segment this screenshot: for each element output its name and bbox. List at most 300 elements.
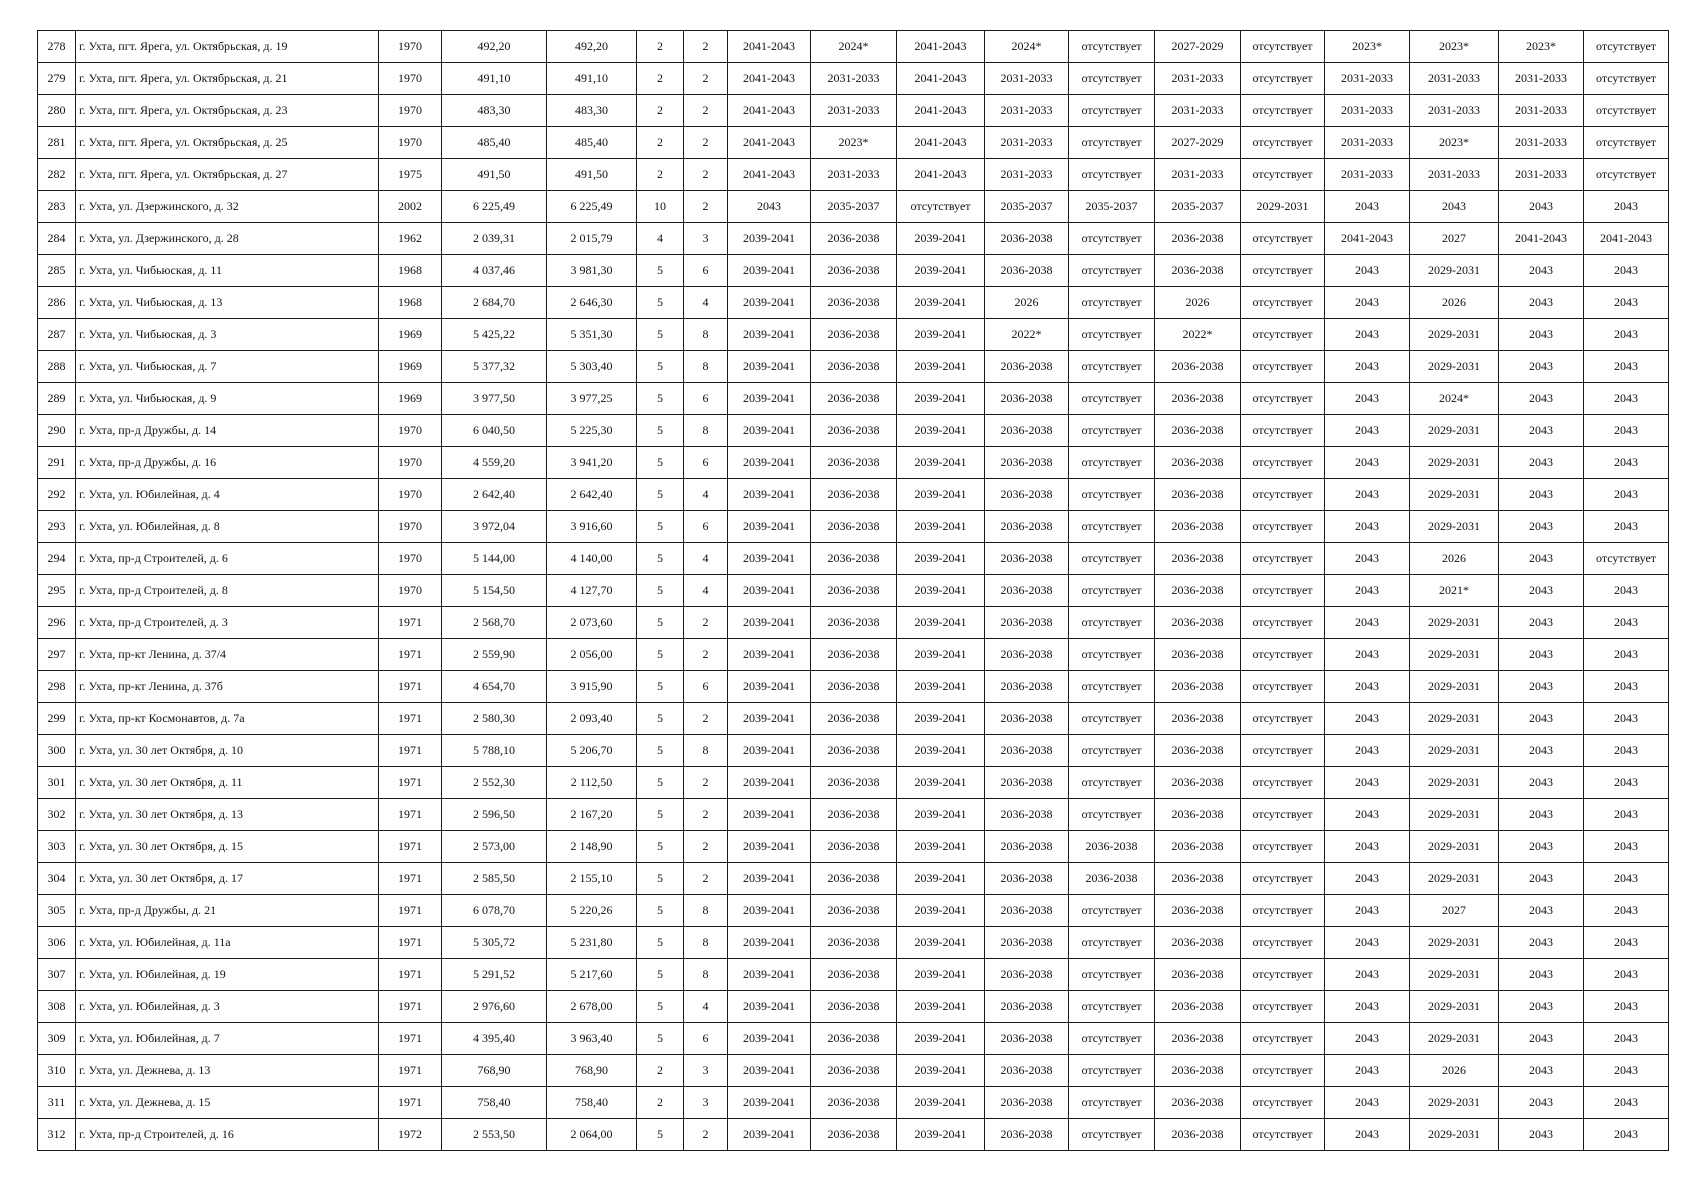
cell-living-area: 5 206,70 <box>547 735 637 767</box>
cell-period-col-11: 2022* <box>985 319 1069 351</box>
cell-period-col-15: 2031-2033 <box>1325 95 1410 127</box>
cell-period-col-16: 2027 <box>1410 223 1499 255</box>
cell-year-built: 1971 <box>379 671 442 703</box>
table-row <box>38 895 1669 927</box>
cell-living-area: 2 642,40 <box>547 479 637 511</box>
cell-period-col-10: 2041-2043 <box>897 127 985 159</box>
cell-period-col-18: 2043 <box>1584 607 1669 639</box>
cell-period-col-18: 2043 <box>1584 767 1669 799</box>
cell-floors: 5 <box>637 415 684 447</box>
cell-period-col-8: 2043 <box>728 191 811 223</box>
cell-period-col-9: 2036-2038 <box>811 703 897 735</box>
cell-total-area: 492,20 <box>442 31 547 63</box>
cell-period-col-13: 2036-2038 <box>1155 639 1241 671</box>
cell-address: г. Ухта, пр-д Дружбы, д. 21 <box>76 895 379 927</box>
cell-year-built: 1971 <box>379 607 442 639</box>
cell-period-col-18: 2043 <box>1584 191 1669 223</box>
cell-period-col-18: 2043 <box>1584 575 1669 607</box>
cell-period-col-12: отсутствует <box>1069 415 1155 447</box>
cell-period-col-8: 2039-2041 <box>728 927 811 959</box>
cell-period-col-14: отсутствует <box>1241 607 1325 639</box>
cell-period-col-11: 2036-2038 <box>985 383 1069 415</box>
cell-period-col-14: отсутствует <box>1241 223 1325 255</box>
cell-period-col-8: 2039-2041 <box>728 991 811 1023</box>
cell-period-col-10: 2039-2041 <box>897 1023 985 1055</box>
cell-period-col-11: 2036-2038 <box>985 1087 1069 1119</box>
cell-period-col-18: 2043 <box>1584 415 1669 447</box>
cell-period-col-15: 2043 <box>1325 927 1410 959</box>
cell-period-col-16: 2029-2031 <box>1410 799 1499 831</box>
cell-period-col-17: 2043 <box>1499 767 1584 799</box>
cell-entrances: 4 <box>684 287 728 319</box>
cell-year-built: 1969 <box>379 351 442 383</box>
cell-period-col-13: 2036-2038 <box>1155 479 1241 511</box>
table-row <box>38 447 1669 479</box>
cell-period-col-15: 2043 <box>1325 415 1410 447</box>
cell-period-col-9: 2036-2038 <box>811 671 897 703</box>
cell-period-col-16: 2026 <box>1410 1055 1499 1087</box>
cell-living-area: 483,30 <box>547 95 637 127</box>
cell-period-col-13: 2036-2038 <box>1155 223 1241 255</box>
cell-entrances: 6 <box>684 383 728 415</box>
cell-period-col-14: отсутствует <box>1241 1087 1325 1119</box>
cell-period-col-10: 2039-2041 <box>897 991 985 1023</box>
cell-period-col-12: отсутствует <box>1069 287 1155 319</box>
cell-period-col-17: 2031-2033 <box>1499 159 1584 191</box>
cell-row-number: 293 <box>38 511 76 543</box>
cell-living-area: 491,50 <box>547 159 637 191</box>
cell-floors: 2 <box>637 127 684 159</box>
cell-period-col-18: 2043 <box>1584 735 1669 767</box>
cell-floors: 5 <box>637 799 684 831</box>
table-row <box>38 1087 1669 1119</box>
cell-address: г. Ухта, пр-д Строителей, д. 8 <box>76 575 379 607</box>
cell-period-col-15: 2043 <box>1325 255 1410 287</box>
cell-year-built: 1970 <box>379 127 442 159</box>
cell-period-col-8: 2039-2041 <box>728 895 811 927</box>
table-row <box>38 767 1669 799</box>
cell-period-col-8: 2039-2041 <box>728 479 811 511</box>
cell-period-col-15: 2043 <box>1325 1055 1410 1087</box>
cell-period-col-18: 2043 <box>1584 863 1669 895</box>
cell-period-col-15: 2031-2033 <box>1325 63 1410 95</box>
cell-year-built: 1969 <box>379 383 442 415</box>
cell-period-col-13: 2027-2029 <box>1155 31 1241 63</box>
cell-period-col-17: 2043 <box>1499 703 1584 735</box>
cell-period-col-16: 2029-2031 <box>1410 415 1499 447</box>
cell-period-col-11: 2031-2033 <box>985 95 1069 127</box>
cell-entrances: 2 <box>684 95 728 127</box>
cell-entrances: 2 <box>684 767 728 799</box>
cell-period-col-8: 2039-2041 <box>728 1055 811 1087</box>
cell-row-number: 305 <box>38 895 76 927</box>
cell-period-col-14: отсутствует <box>1241 287 1325 319</box>
cell-period-col-14: отсутствует <box>1241 671 1325 703</box>
cell-entrances: 2 <box>684 191 728 223</box>
cell-floors: 5 <box>637 543 684 575</box>
cell-entrances: 8 <box>684 415 728 447</box>
cell-total-area: 4 395,40 <box>442 1023 547 1055</box>
cell-address: г. Ухта, пр-д Строителей, д. 6 <box>76 543 379 575</box>
cell-period-col-8: 2039-2041 <box>728 287 811 319</box>
cell-period-col-16: 2029-2031 <box>1410 927 1499 959</box>
cell-period-col-13: 2036-2038 <box>1155 959 1241 991</box>
cell-period-col-14: отсутствует <box>1241 415 1325 447</box>
cell-total-area: 485,40 <box>442 127 547 159</box>
cell-period-col-11: 2036-2038 <box>985 543 1069 575</box>
cell-period-col-14: отсутствует <box>1241 895 1325 927</box>
cell-entrances: 8 <box>684 895 728 927</box>
cell-period-col-12: отсутствует <box>1069 607 1155 639</box>
cell-period-col-10: 2039-2041 <box>897 895 985 927</box>
cell-period-col-9: 2036-2038 <box>811 1023 897 1055</box>
cell-period-col-13: 2036-2038 <box>1155 1087 1241 1119</box>
cell-period-col-8: 2039-2041 <box>728 255 811 287</box>
cell-period-col-12: отсутствует <box>1069 1119 1155 1151</box>
cell-period-col-11: 2036-2038 <box>985 863 1069 895</box>
cell-period-col-16: 2031-2033 <box>1410 159 1499 191</box>
cell-row-number: 304 <box>38 863 76 895</box>
cell-entrances: 3 <box>684 223 728 255</box>
cell-period-col-11: 2024* <box>985 31 1069 63</box>
cell-year-built: 1971 <box>379 927 442 959</box>
cell-period-col-9: 2036-2038 <box>811 895 897 927</box>
cell-period-col-12: отсутствует <box>1069 703 1155 735</box>
cell-period-col-9: 2036-2038 <box>811 575 897 607</box>
cell-period-col-17: 2043 <box>1499 543 1584 575</box>
table-row <box>38 959 1669 991</box>
cell-period-col-17: 2041-2043 <box>1499 223 1584 255</box>
cell-total-area: 2 552,30 <box>442 767 547 799</box>
table-row <box>38 1023 1669 1055</box>
cell-living-area: 6 225,49 <box>547 191 637 223</box>
cell-living-area: 2 064,00 <box>547 1119 637 1151</box>
cell-total-area: 2 559,90 <box>442 639 547 671</box>
cell-floors: 5 <box>637 735 684 767</box>
cell-entrances: 4 <box>684 991 728 1023</box>
cell-period-col-14: отсутствует <box>1241 63 1325 95</box>
cell-floors: 5 <box>637 671 684 703</box>
cell-row-number: 303 <box>38 831 76 863</box>
table-row <box>38 127 1669 159</box>
cell-row-number: 296 <box>38 607 76 639</box>
cell-period-col-10: 2039-2041 <box>897 607 985 639</box>
cell-entrances: 2 <box>684 607 728 639</box>
cell-period-col-8: 2039-2041 <box>728 831 811 863</box>
table-row <box>38 831 1669 863</box>
cell-total-area: 5 291,52 <box>442 959 547 991</box>
cell-period-col-16: 2029-2031 <box>1410 607 1499 639</box>
cell-year-built: 1971 <box>379 1023 442 1055</box>
table-row <box>38 671 1669 703</box>
cell-period-col-15: 2031-2033 <box>1325 159 1410 191</box>
cell-period-col-13: 2022* <box>1155 319 1241 351</box>
cell-address: г. Ухта, ул. 30 лет Октября, д. 13 <box>76 799 379 831</box>
cell-period-col-15: 2043 <box>1325 383 1410 415</box>
cell-period-col-10: 2041-2043 <box>897 95 985 127</box>
cell-total-area: 5 425,22 <box>442 319 547 351</box>
cell-period-col-14: отсутствует <box>1241 927 1325 959</box>
cell-period-col-18: 2043 <box>1584 287 1669 319</box>
cell-living-area: 5 303,40 <box>547 351 637 383</box>
cell-entrances: 4 <box>684 575 728 607</box>
table-row <box>38 511 1669 543</box>
cell-period-col-8: 2039-2041 <box>728 319 811 351</box>
table-row <box>38 351 1669 383</box>
table-row <box>38 415 1669 447</box>
cell-period-col-12: отсутствует <box>1069 1087 1155 1119</box>
cell-period-col-9: 2036-2038 <box>811 639 897 671</box>
cell-period-col-18: 2041-2043 <box>1584 223 1669 255</box>
repair-schedule-table <box>37 30 1669 1151</box>
cell-period-col-17: 2043 <box>1499 1023 1584 1055</box>
cell-period-col-9: 2036-2038 <box>811 1087 897 1119</box>
cell-entrances: 2 <box>684 831 728 863</box>
cell-period-col-14: отсутствует <box>1241 1119 1325 1151</box>
cell-period-col-9: 2036-2038 <box>811 991 897 1023</box>
cell-period-col-15: 2043 <box>1325 575 1410 607</box>
cell-total-area: 6 078,70 <box>442 895 547 927</box>
cell-period-col-13: 2026 <box>1155 287 1241 319</box>
cell-period-col-11: 2036-2038 <box>985 415 1069 447</box>
cell-address: г. Ухта, пгт. Ярега, ул. Октябрьская, д. 21 <box>76 63 379 95</box>
cell-period-col-14: отсутствует <box>1241 351 1325 383</box>
cell-period-col-14: отсутствует <box>1241 543 1325 575</box>
cell-period-col-17: 2031-2033 <box>1499 63 1584 95</box>
cell-period-col-10: 2039-2041 <box>897 543 985 575</box>
cell-period-col-11: 2036-2038 <box>985 255 1069 287</box>
cell-period-col-16: 2029-2031 <box>1410 1023 1499 1055</box>
cell-period-col-16: 2029-2031 <box>1410 991 1499 1023</box>
cell-total-area: 5 377,32 <box>442 351 547 383</box>
cell-period-col-11: 2036-2038 <box>985 767 1069 799</box>
cell-period-col-9: 2036-2038 <box>811 1055 897 1087</box>
cell-period-col-14: отсутствует <box>1241 831 1325 863</box>
table-row <box>38 735 1669 767</box>
cell-period-col-10: 2039-2041 <box>897 799 985 831</box>
cell-period-col-17: 2043 <box>1499 895 1584 927</box>
cell-total-area: 4 037,46 <box>442 255 547 287</box>
cell-period-col-11: 2031-2033 <box>985 159 1069 191</box>
cell-total-area: 4 654,70 <box>442 671 547 703</box>
cell-period-col-14: отсутствует <box>1241 703 1325 735</box>
cell-period-col-17: 2043 <box>1499 831 1584 863</box>
cell-period-col-18: 2043 <box>1584 383 1669 415</box>
table-row <box>38 255 1669 287</box>
cell-period-col-12: отсутствует <box>1069 575 1155 607</box>
cell-period-col-15: 2043 <box>1325 831 1410 863</box>
cell-period-col-16: 2029-2031 <box>1410 479 1499 511</box>
cell-period-col-9: 2031-2033 <box>811 95 897 127</box>
cell-period-col-14: отсутствует <box>1241 863 1325 895</box>
cell-period-col-9: 2036-2038 <box>811 959 897 991</box>
table-row <box>38 863 1669 895</box>
cell-period-col-9: 2024* <box>811 31 897 63</box>
cell-period-col-10: 2039-2041 <box>897 351 985 383</box>
cell-period-col-14: отсутствует <box>1241 95 1325 127</box>
cell-period-col-17: 2043 <box>1499 383 1584 415</box>
cell-period-col-16: 2031-2033 <box>1410 63 1499 95</box>
cell-period-col-12: отсутствует <box>1069 799 1155 831</box>
cell-period-col-18: 2043 <box>1584 1119 1669 1151</box>
cell-entrances: 6 <box>684 1023 728 1055</box>
cell-total-area: 491,10 <box>442 63 547 95</box>
cell-floors: 5 <box>637 639 684 671</box>
cell-period-col-8: 2039-2041 <box>728 543 811 575</box>
cell-row-number: 307 <box>38 959 76 991</box>
cell-entrances: 3 <box>684 1055 728 1087</box>
cell-period-col-15: 2043 <box>1325 799 1410 831</box>
cell-period-col-15: 2043 <box>1325 607 1410 639</box>
cell-period-col-9: 2036-2038 <box>811 511 897 543</box>
cell-living-area: 4 140,00 <box>547 543 637 575</box>
cell-floors: 2 <box>637 95 684 127</box>
cell-period-col-12: отсутствует <box>1069 543 1155 575</box>
cell-period-col-13: 2036-2038 <box>1155 799 1241 831</box>
cell-living-area: 2 155,10 <box>547 863 637 895</box>
cell-period-col-10: 2039-2041 <box>897 767 985 799</box>
cell-period-col-9: 2036-2038 <box>811 383 897 415</box>
cell-entrances: 8 <box>684 927 728 959</box>
cell-period-col-13: 2036-2038 <box>1155 415 1241 447</box>
cell-period-col-10: 2039-2041 <box>897 319 985 351</box>
cell-period-col-15: 2043 <box>1325 191 1410 223</box>
cell-period-col-14: 2029-2031 <box>1241 191 1325 223</box>
cell-row-number: 298 <box>38 671 76 703</box>
cell-address: г. Ухта, пгт. Ярега, ул. Октябрьская, д. 27 <box>76 159 379 191</box>
cell-period-col-17: 2031-2033 <box>1499 127 1584 159</box>
cell-period-col-13: 2031-2033 <box>1155 63 1241 95</box>
cell-living-area: 485,40 <box>547 127 637 159</box>
cell-period-col-12: отсутствует <box>1069 127 1155 159</box>
cell-row-number: 290 <box>38 415 76 447</box>
cell-period-col-9: 2036-2038 <box>811 607 897 639</box>
cell-period-col-8: 2039-2041 <box>728 351 811 383</box>
cell-living-area: 2 093,40 <box>547 703 637 735</box>
cell-address: г. Ухта, пр-кт Ленина, д. 37/4 <box>76 639 379 671</box>
cell-period-col-17: 2043 <box>1499 479 1584 511</box>
cell-period-col-10: отсутствует <box>897 191 985 223</box>
cell-row-number: 302 <box>38 799 76 831</box>
cell-floors: 5 <box>637 351 684 383</box>
cell-row-number: 295 <box>38 575 76 607</box>
cell-address: г. Ухта, ул. Дежнева, д. 15 <box>76 1087 379 1119</box>
cell-period-col-18: 2043 <box>1584 511 1669 543</box>
cell-living-area: 491,10 <box>547 63 637 95</box>
cell-floors: 5 <box>637 1119 684 1151</box>
cell-period-col-18: отсутствует <box>1584 127 1669 159</box>
cell-period-col-12: отсутствует <box>1069 927 1155 959</box>
cell-total-area: 483,30 <box>442 95 547 127</box>
cell-period-col-8: 2039-2041 <box>728 415 811 447</box>
cell-period-col-12: отсутствует <box>1069 671 1155 703</box>
cell-period-col-18: 2043 <box>1584 895 1669 927</box>
cell-year-built: 1971 <box>379 991 442 1023</box>
cell-period-col-18: 2043 <box>1584 671 1669 703</box>
cell-period-col-11: 2036-2038 <box>985 831 1069 863</box>
cell-period-col-16: 2029-2031 <box>1410 767 1499 799</box>
cell-entrances: 2 <box>684 799 728 831</box>
cell-row-number: 282 <box>38 159 76 191</box>
cell-floors: 5 <box>637 287 684 319</box>
cell-period-col-13: 2036-2038 <box>1155 767 1241 799</box>
cell-period-col-10: 2039-2041 <box>897 223 985 255</box>
cell-entrances: 8 <box>684 735 728 767</box>
cell-period-col-17: 2043 <box>1499 639 1584 671</box>
cell-period-col-13: 2036-2038 <box>1155 1119 1241 1151</box>
cell-period-col-12: отсутствует <box>1069 991 1155 1023</box>
cell-period-col-8: 2039-2041 <box>728 703 811 735</box>
cell-entrances: 2 <box>684 31 728 63</box>
cell-period-col-9: 2036-2038 <box>811 319 897 351</box>
cell-period-col-18: 2043 <box>1584 255 1669 287</box>
table-row <box>38 1055 1669 1087</box>
cell-floors: 5 <box>637 383 684 415</box>
cell-total-area: 2 976,60 <box>442 991 547 1023</box>
cell-period-col-11: 2036-2038 <box>985 351 1069 383</box>
cell-period-col-17: 2043 <box>1499 607 1584 639</box>
cell-period-col-17: 2043 <box>1499 1055 1584 1087</box>
cell-living-area: 5 231,80 <box>547 927 637 959</box>
cell-period-col-10: 2039-2041 <box>897 511 985 543</box>
cell-period-col-14: отсутствует <box>1241 1023 1325 1055</box>
cell-period-col-10: 2039-2041 <box>897 671 985 703</box>
cell-row-number: 300 <box>38 735 76 767</box>
cell-period-col-18: отсутствует <box>1584 63 1669 95</box>
cell-total-area: 5 144,00 <box>442 543 547 575</box>
cell-period-col-11: 2036-2038 <box>985 511 1069 543</box>
cell-entrances: 6 <box>684 511 728 543</box>
cell-period-col-9: 2036-2038 <box>811 543 897 575</box>
cell-period-col-10: 2039-2041 <box>897 383 985 415</box>
cell-year-built: 1971 <box>379 703 442 735</box>
cell-period-col-14: отсутствует <box>1241 767 1325 799</box>
cell-floors: 10 <box>637 191 684 223</box>
cell-floors: 2 <box>637 63 684 95</box>
cell-row-number: 286 <box>38 287 76 319</box>
cell-year-built: 1971 <box>379 1055 442 1087</box>
cell-entrances: 6 <box>684 447 728 479</box>
cell-year-built: 1970 <box>379 511 442 543</box>
cell-entrances: 6 <box>684 671 728 703</box>
cell-period-col-11: 2036-2038 <box>985 671 1069 703</box>
cell-row-number: 291 <box>38 447 76 479</box>
cell-period-col-16: 2026 <box>1410 543 1499 575</box>
cell-period-col-9: 2036-2038 <box>811 831 897 863</box>
cell-period-col-10: 2039-2041 <box>897 255 985 287</box>
cell-period-col-18: 2043 <box>1584 447 1669 479</box>
cell-period-col-11: 2031-2033 <box>985 127 1069 159</box>
cell-row-number: 301 <box>38 767 76 799</box>
cell-living-area: 2 112,50 <box>547 767 637 799</box>
cell-total-area: 2 568,70 <box>442 607 547 639</box>
cell-floors: 5 <box>637 447 684 479</box>
cell-floors: 5 <box>637 895 684 927</box>
cell-period-col-14: отсутствует <box>1241 479 1325 511</box>
cell-period-col-12: отсутствует <box>1069 351 1155 383</box>
cell-period-col-13: 2036-2038 <box>1155 447 1241 479</box>
cell-period-col-12: отсутствует <box>1069 767 1155 799</box>
cell-row-number: 306 <box>38 927 76 959</box>
cell-total-area: 2 596,50 <box>442 799 547 831</box>
cell-period-col-12: отсутствует <box>1069 1023 1155 1055</box>
cell-period-col-15: 2043 <box>1325 895 1410 927</box>
cell-floors: 2 <box>637 31 684 63</box>
cell-period-col-15: 2043 <box>1325 479 1410 511</box>
cell-period-col-18: отсутствует <box>1584 159 1669 191</box>
cell-period-col-11: 2036-2038 <box>985 959 1069 991</box>
cell-period-col-17: 2043 <box>1499 959 1584 991</box>
